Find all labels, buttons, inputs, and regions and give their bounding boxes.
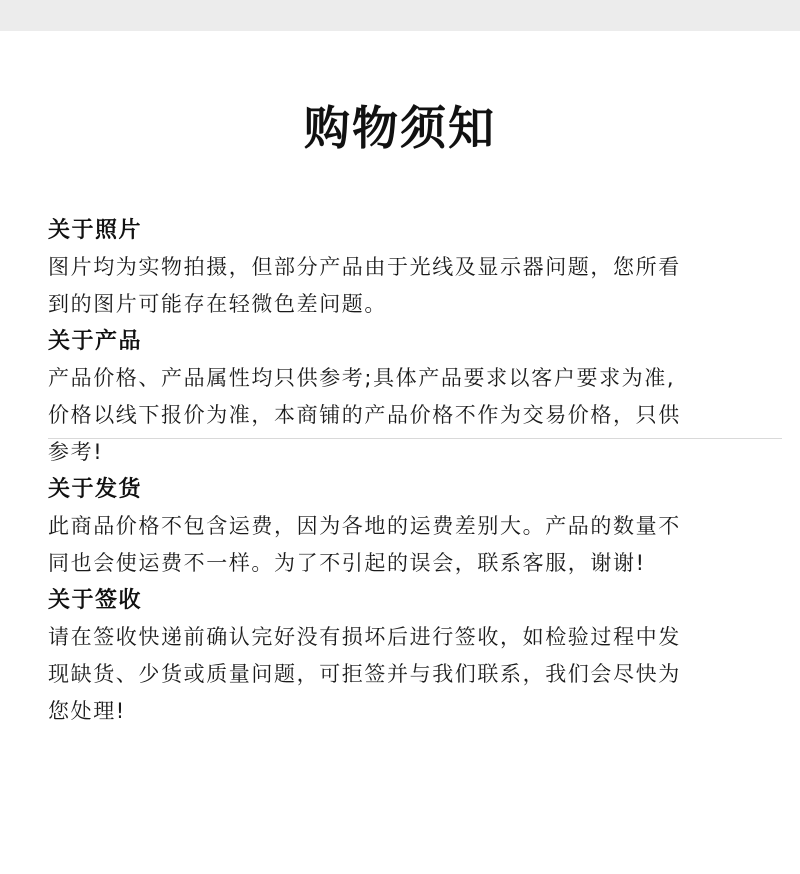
section-heading: 关于签收: [48, 588, 143, 613]
top-bar: [0, 0, 800, 31]
page-title: 购物须知: [304, 101, 496, 155]
paragraph-line: 现缺货、少货或质量问题，可拒签并与我们联系，我们会尽快为: [48, 662, 681, 686]
paragraph-line: 请在签收快递前确认完好没有损坏后进行签收，如检验过程中发: [48, 625, 681, 649]
paragraph-line: 价格以线下报价为准，本商铺的产品价格不作为交易价格，只供: [48, 403, 681, 427]
section-heading: 关于照片: [48, 218, 143, 243]
paragraph-line: 到的图片可能存在轻微色差问题。: [48, 292, 387, 316]
section-shipping: [48, 471, 768, 582]
section-heading: 关于产品: [48, 329, 143, 354]
paragraph-line: 参考!: [48, 440, 104, 464]
divider: [48, 438, 782, 439]
paragraph-line: 此商品价格不包含运费，因为各地的运费差别大。产品的数量不: [48, 514, 681, 538]
section-heading: 关于发货: [48, 477, 143, 502]
section-photos: [48, 212, 768, 323]
section-receipt: [48, 582, 768, 730]
notice-content: [48, 212, 768, 730]
paragraph-line: 图片均为实物拍摄，但部分产品由于光线及显示器问题，您所看: [48, 255, 681, 279]
paragraph-line: 同也会使运费不一样。为了不引起的误会，联系客服，谢谢!: [48, 551, 646, 575]
paragraph-line: 您处理!: [48, 699, 126, 723]
section-products: [48, 323, 768, 471]
paragraph-line: 产品价格、产品属性均只供参考;具体产品要求以客户要求为准,: [48, 366, 676, 390]
